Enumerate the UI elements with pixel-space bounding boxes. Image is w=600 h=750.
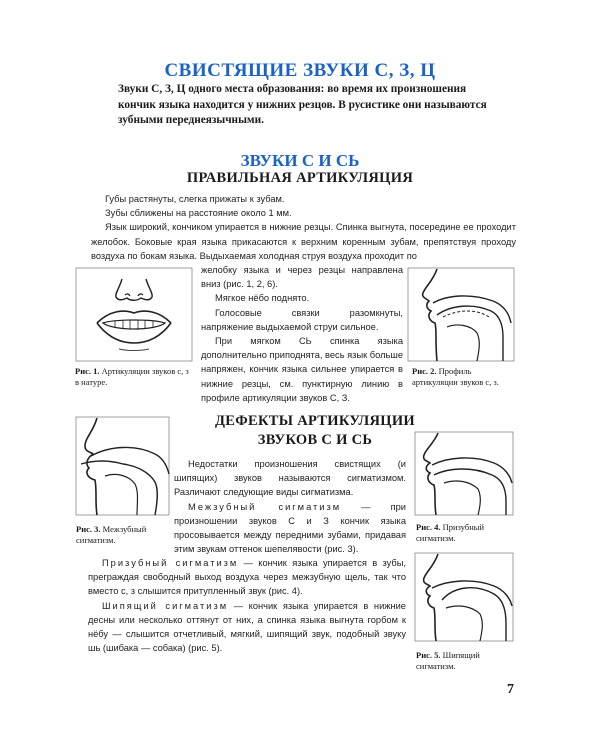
section-title: ЗВУКИ С И СЬ xyxy=(240,151,360,170)
term-definition: — кончик языка упирается в зубы, преграждая свободный выход воздуха через межзубную щель, так что вместо с, з слышится притупленный звук (рис. 4). xyxy=(88,558,406,597)
figure-4-addental-image xyxy=(414,431,514,516)
defects-text-column xyxy=(174,457,406,556)
paragraph xyxy=(174,500,406,557)
term-definition: — при произношении звуков С и З кончик языка просовывается между передними зубами, придавая этим звукам оттенок шепелявости (рис. 3). xyxy=(174,501,406,555)
figure-3-caption xyxy=(76,524,172,545)
articulation-text-column xyxy=(201,263,403,405)
figure-number: Рис. 1. xyxy=(75,366,100,376)
figure-text: Артикуляции звуков с, з в натуре. xyxy=(75,366,189,387)
intro-paragraph: Звуки С, З, Ц одного места образования: во время их произношения кончик языка находится у нижних резцов. В русистике они называются зубными переднеязычными. xyxy=(118,83,487,126)
figure-3-interdental-image xyxy=(75,416,170,516)
page-number: 7 xyxy=(507,682,514,697)
figure-2-profile-image xyxy=(407,267,515,362)
paragraph: Недостатки произношения свистящих (и шипящих) звуков называются сигматизмом. Различают следующие виды сигматизма. xyxy=(174,459,406,498)
defects-text-bottom xyxy=(88,556,406,655)
defects-title xyxy=(200,412,430,450)
figure-text: Призубный сигматизм. xyxy=(416,522,485,543)
section-subtitle: ПРАВИЛЬНАЯ АРТИКУЛЯЦИЯ xyxy=(186,170,414,186)
term: Призубный сигматизм xyxy=(102,558,239,568)
figure-number: Рис. 4. xyxy=(416,522,441,532)
figure-1-lips-image xyxy=(75,267,193,362)
paragraph: Зубы сближены на расстояние около 1 мм. xyxy=(105,208,292,219)
figure-number: Рис. 5. xyxy=(416,650,441,660)
paragraph: При мягком СЬ спинка языка дополнительно приподнята, весь язык больше напряжен, кончик языка сильнее упирается в нижние резцы, см. пунктирную линию в профиле артикуляции звуков С, З. xyxy=(201,336,403,403)
figure-4-caption xyxy=(416,522,516,543)
paragraph: Губы растянуты, слегка прижаты к зубам. xyxy=(105,194,285,204)
figure-text: Межзубный сигматизм. xyxy=(76,524,147,545)
figure-number: Рис. 2. xyxy=(412,366,437,376)
figure-1-caption xyxy=(75,366,193,387)
paragraph: Голосовые связки разомкнуты, напряжение выдыхаемой струи сильное. xyxy=(201,307,403,332)
page-title: СВИСТЯЩИЕ ЗВУКИ С, З, Ц xyxy=(164,60,436,81)
defects-title-line1: ДЕФЕКТЫ АРТИКУЛЯЦИИ xyxy=(214,413,416,429)
paragraph xyxy=(88,556,406,599)
paragraph: Мягкое нёбо поднято. xyxy=(215,293,310,304)
defects-title-line2: ЗВУКОВ С И СЬ xyxy=(257,432,373,448)
paragraph: желобку языка и через резцы направлена вниз (рис. 1, 2, 6). xyxy=(201,265,403,290)
term: Шипящий сигматизм xyxy=(102,600,229,611)
figure-5-lateral-image xyxy=(414,552,514,642)
paragraph: Язык широкий, кончиком упирается в нижние резцы. Спинка выгнута, посередине ее проходит желобок. Боковые края языка прикасаются к верхним коренным зубам, препятствуя проходу воздуха по бокам языка. Выдыхаемая холодная струя воздуха проходит по xyxy=(91,222,516,261)
figure-text: Профиль артикуляции звуков с, з. xyxy=(412,366,499,387)
figure-5-caption xyxy=(416,650,516,671)
figure-text: Шипящий сигматизм. xyxy=(416,650,480,671)
figure-number: Рис. 3. xyxy=(76,524,101,534)
paragraph xyxy=(88,599,406,656)
term-definition: — кончик языка упирается в нижние десны или несколько оттянут от них, а спинка языка выгнута горбом к нёбу — слышится отчетливый, мягкий, шипящий звук, подобный звуку шь (шибака — собака) (рис. 5). xyxy=(88,600,406,654)
articulation-text-top xyxy=(91,192,516,263)
term: Межзубный сигматизм xyxy=(188,501,342,512)
figure-2-caption xyxy=(412,366,516,387)
